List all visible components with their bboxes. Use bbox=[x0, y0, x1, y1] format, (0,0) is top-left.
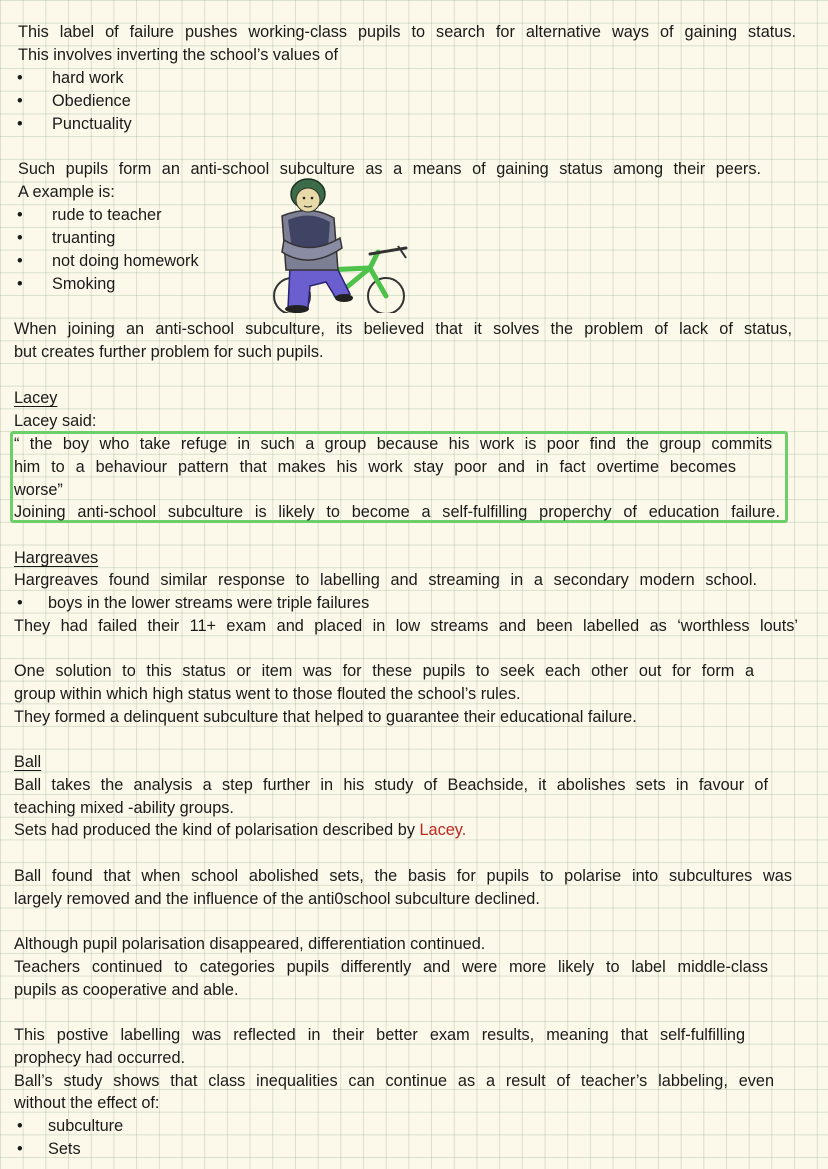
bullet-icon: • bbox=[17, 275, 23, 293]
bullet-icon: • bbox=[17, 1117, 23, 1135]
bullet-icon: • bbox=[17, 69, 23, 87]
list-item: hard work bbox=[52, 69, 124, 87]
ball-heading: Ball bbox=[14, 753, 42, 771]
bullet-icon: • bbox=[17, 594, 23, 612]
list-item: Punctuality bbox=[52, 115, 132, 133]
ball-para3-line2: Teachers continued to categories pupils differently and were more likely to label middle-class bbox=[14, 958, 768, 976]
lacey-quote-line3: worse” bbox=[14, 481, 63, 499]
section3-line1: When joining an anti-school subculture, its believed that it solves the problem of lack of status, bbox=[14, 320, 792, 338]
list-item: Sets bbox=[48, 1140, 81, 1158]
list-item: Smoking bbox=[52, 275, 116, 293]
ball-line3 bbox=[14, 819, 466, 841]
lacey-heading: Lacey bbox=[14, 389, 58, 407]
bullet-icon: • bbox=[17, 92, 23, 110]
section1-line2: This involves inverting the school’s values of bbox=[18, 46, 339, 64]
ball-line3-text: Sets had produced the kind of polarisation described by bbox=[14, 821, 415, 839]
hargreaves-line2: They had failed their 11+ exam and placed in low streams and been labelled as ‘worthless louts’ bbox=[14, 617, 798, 635]
ball-para2-line1: Ball found that when school abolished sets, the basis for pupils to polarise into subcultures was bbox=[14, 867, 792, 885]
ball-para4-line4: without the effect of: bbox=[14, 1094, 160, 1112]
hargreaves-para2-line3: They formed a delinquent subculture that helped to guarantee their educational failure. bbox=[14, 708, 637, 726]
lacey-quote-line1: “ the boy who take refuge in such a group because his work is poor find the group commits bbox=[14, 435, 772, 453]
bullet-icon: • bbox=[17, 229, 23, 247]
list-item: subculture bbox=[48, 1117, 124, 1135]
list-item: not doing homework bbox=[52, 252, 199, 270]
hargreaves-heading: Hargreaves bbox=[14, 549, 99, 567]
lacey-quote-line2: him to a behaviour pattern that makes his work stay poor and in fact overtime becomes bbox=[14, 458, 736, 476]
ball-line1: Ball takes the analysis a step further in his study of Beachside, it abolishes sets in favour of bbox=[14, 776, 768, 794]
bullet-icon: • bbox=[17, 206, 23, 224]
boy-with-bicycle-illustration bbox=[266, 178, 412, 313]
section2-line2: A example is: bbox=[18, 183, 115, 201]
hargreaves-para2-line1: One solution to this status or item was for these pupils to seek each other out for form a bbox=[14, 662, 754, 680]
bullet-icon: • bbox=[17, 1140, 23, 1158]
hargreaves-line1: Hargreaves found similar response to labelling and streaming in a secondary modern school. bbox=[14, 571, 757, 589]
ball-para3-line1: Although pupil polarisation disappeared, differentiation continued. bbox=[14, 935, 486, 953]
hargreaves-para2-line2: group within which high status went to those flouted the school’s rules. bbox=[14, 685, 521, 703]
list-item: Obedience bbox=[52, 92, 131, 110]
ball-para3-line3: pupils as cooperative and able. bbox=[14, 981, 239, 999]
ball-para4-line1: This postive labelling was reflected in their better exam results, meaning that self-fulfilling bbox=[14, 1026, 745, 1044]
bullet-icon: • bbox=[17, 252, 23, 270]
ball-para2-line2: largely removed and the influence of the anti0school subculture declined. bbox=[14, 890, 540, 908]
section2-line1: Such pupils form an anti-school subculture as a means of gaining status among their peers. bbox=[18, 160, 761, 178]
ball-line2: teaching mixed -ability groups. bbox=[14, 799, 234, 817]
ball-para4-line2: prophecy had occurred. bbox=[14, 1049, 186, 1067]
list-item: boys in the lower streams were triple failures bbox=[48, 594, 370, 612]
list-item: truanting bbox=[52, 229, 116, 247]
section1-line1: This label of failure pushes working-class pupils to search for alternative ways of gaining status. bbox=[18, 23, 796, 41]
lacey-said: Lacey said: bbox=[14, 412, 97, 430]
lacey-conclusion: Joining anti-school subculture is likely to become a self-fulfilling properchy of education failure. bbox=[14, 503, 780, 521]
ball-para4-line3: Ball’s study shows that class inequalities can continue as a result of teacher’s labbeling, even bbox=[14, 1072, 774, 1090]
bullet-icon: • bbox=[17, 115, 23, 133]
list-item: rude to teacher bbox=[52, 206, 162, 224]
lacey-reference: Lacey. bbox=[419, 821, 467, 839]
section3-line2: but creates further problem for such pupils. bbox=[14, 343, 324, 361]
